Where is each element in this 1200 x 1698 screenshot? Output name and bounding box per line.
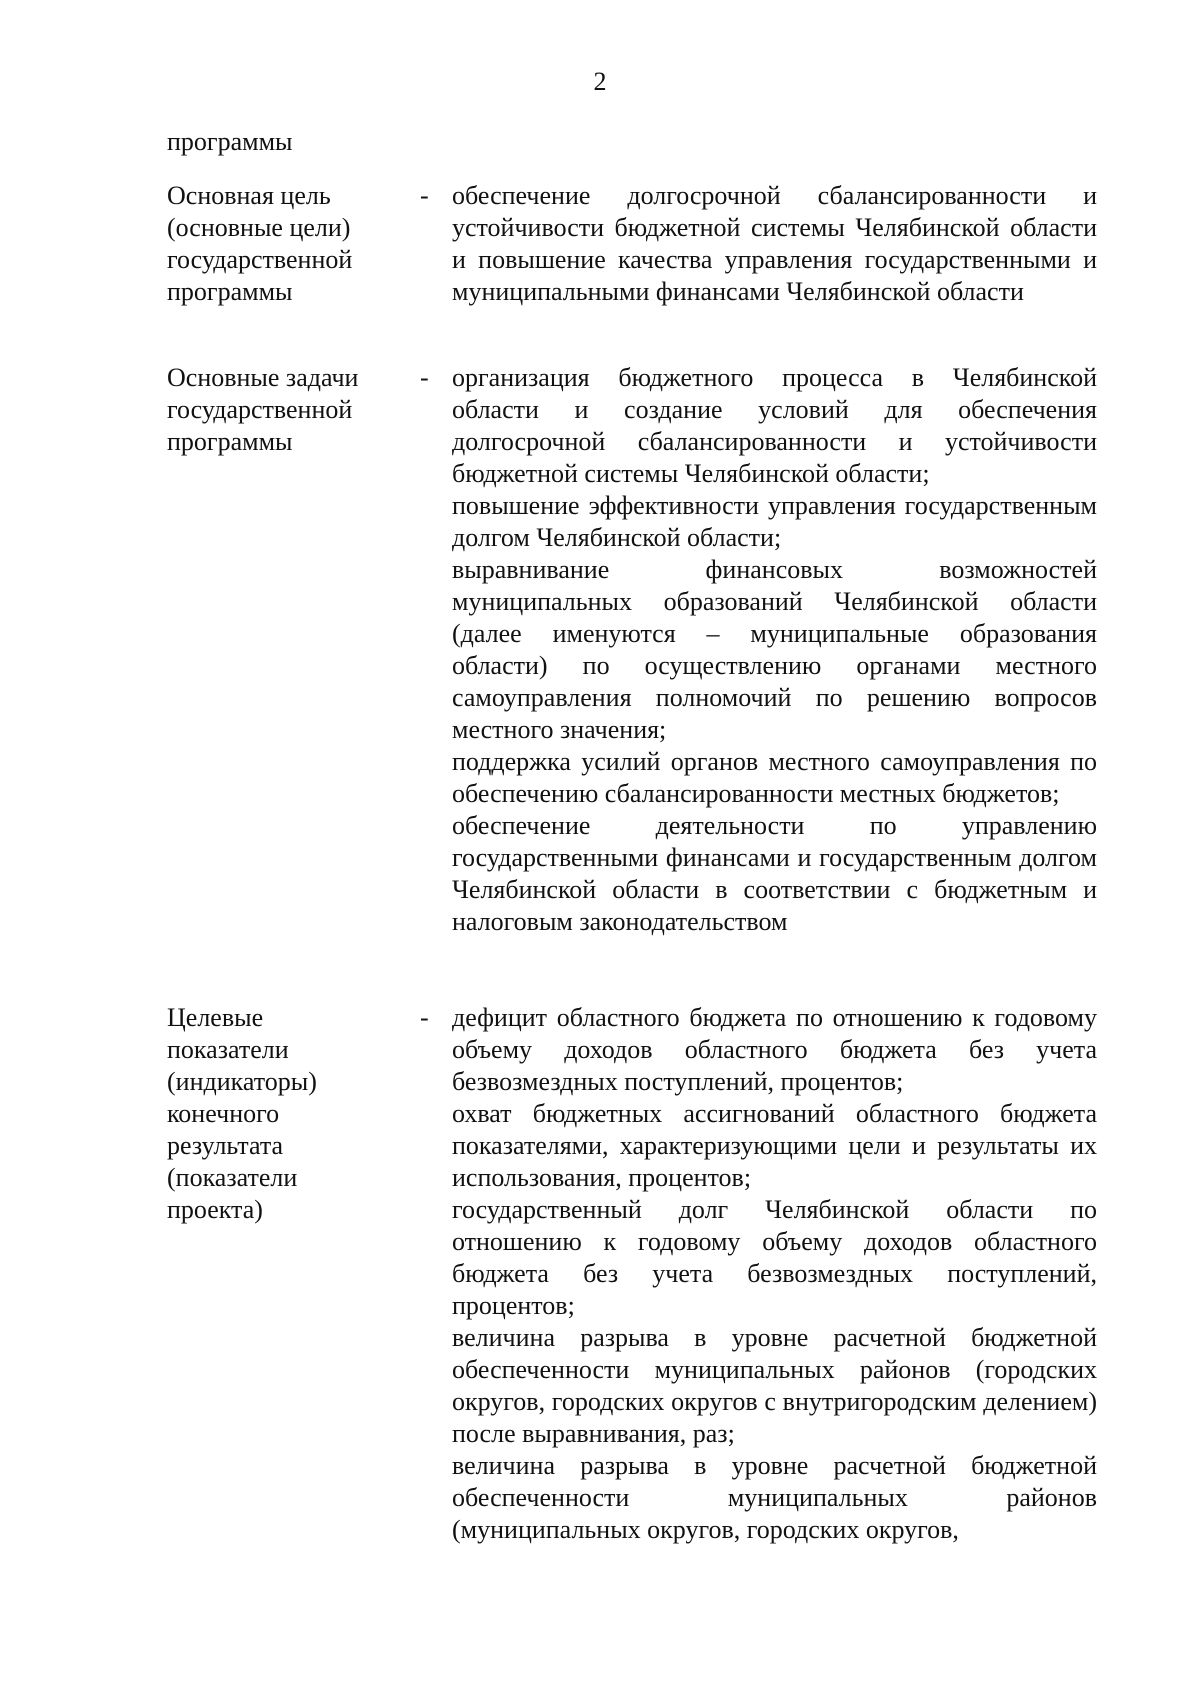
row-label-line: показатели: [167, 1035, 289, 1064]
row-value-item: величина разрыва в уровне расчетной бюджетной обеспеченности муниципальных районов (городских округов, городских округов с внутригородским делением) после выравнивания, раз;: [452, 1323, 1097, 1448]
row-value-item: обеспечение деятельности по управлению государственными финансами и государственным долгом Челябинской области в соответствии с бюджетным и налоговым законодательством: [452, 811, 1097, 936]
row-value-item: величина разрыва в уровне расчетной бюджетной обеспеченности муниципальных районов (муниципальных округов, городских округов,: [452, 1451, 1097, 1544]
row-label-line: конечного: [167, 1099, 280, 1128]
row-label: [167, 362, 407, 458]
row-label-line: проекта): [167, 1195, 263, 1224]
row-label-line: (основные цели): [167, 213, 351, 242]
row-label-line: (индикаторы): [167, 1067, 317, 1096]
row-dash: -: [420, 1003, 429, 1032]
row-value-item: организация бюджетного процесса в Челябинской области и создание условий для обеспечения долгосрочной сбалансированности и устойчивости бюджетной системы Челябинской области;: [452, 363, 1097, 488]
row-label: [167, 180, 407, 308]
row-dash: -: [420, 181, 429, 210]
row-value-item: дефицит областного бюджета по отношению к годовому объему доходов областного бюджета без учета безвозмездных поступлений, процентов;: [452, 1003, 1097, 1096]
row-label-line: государственной: [167, 245, 353, 274]
row-value-item: поддержка усилий органов местного самоуправления по обеспечению сбалансированности местных бюджетов;: [452, 747, 1097, 808]
row-value-item: повышение эффективности управления государственным долгом Челябинской области;: [452, 491, 1097, 552]
row-value: [452, 1002, 1097, 1546]
row-value-item: выравнивание финансовых возможностей муниципальных образований Челябинской области (далее именуются – муниципальные образования области) по осуществлению органами местного самоуправления полномочий по решению вопросов местного значения;: [452, 555, 1097, 744]
row-label-line: государственной: [167, 395, 353, 424]
row-label-line: Основная цель: [167, 181, 331, 210]
row-label-line: программы: [167, 277, 293, 306]
row-label-line: (показатели: [167, 1163, 298, 1192]
row-value-item: государственный долг Челябинской области по отношению к годовому объему доходов областного бюджета без учета безвозмездных поступлений, процентов;: [452, 1195, 1097, 1320]
row-value: [452, 180, 1097, 308]
row-label-line: Основные задачи: [167, 363, 359, 392]
continued-label-tail: программы: [167, 127, 293, 156]
row-value: [452, 362, 1097, 938]
row-label: [167, 1002, 407, 1226]
row-value-item: охват бюджетных ассигнований областного бюджета показателями, характеризующими цели и результаты их использования, процентов;: [452, 1099, 1097, 1192]
row-label-line: программы: [167, 427, 293, 456]
row-label-line: Целевые: [167, 1003, 264, 1032]
page-number: 2: [593, 67, 607, 96]
row-label-line: результата: [167, 1131, 284, 1160]
row-dash: -: [420, 363, 429, 392]
row-value-item: обеспечение долгосрочной сбалансированности и устойчивости бюджетной системы Челябинской области и повышение качества управления государственными и муниципальными финансами Челябинской области: [452, 181, 1097, 306]
